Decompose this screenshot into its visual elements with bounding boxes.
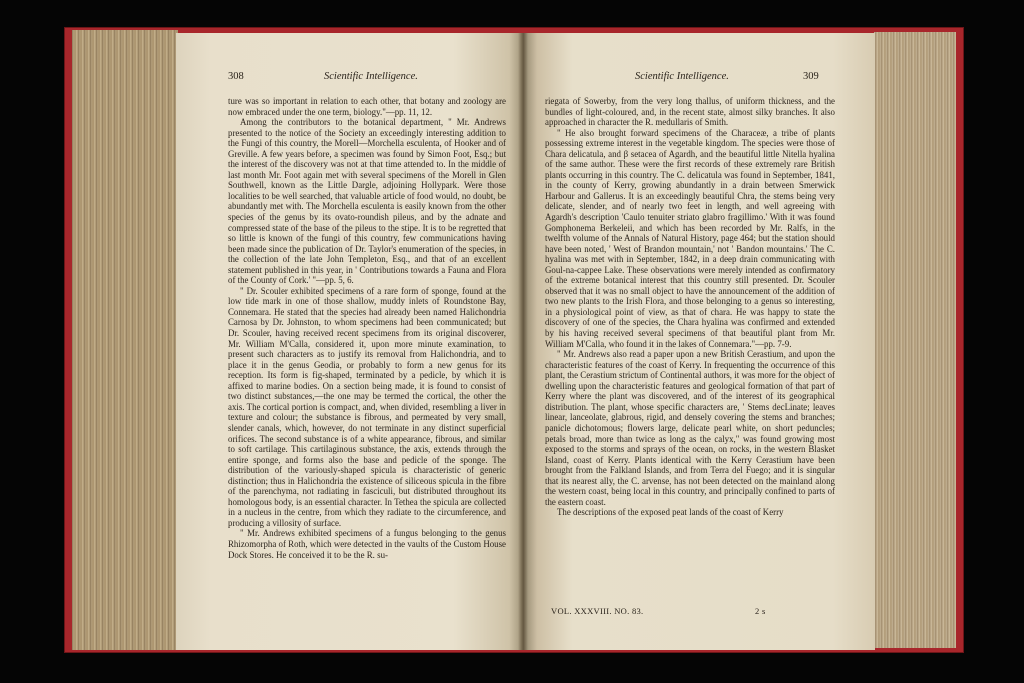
printer-signature: 2 s bbox=[755, 606, 766, 616]
right-paragraph-3: " Mr. Andrews also read a paper upon a new British Cerastium, and upon the characteristic features of the coast of Kerry. In frequenting the occurrence of this plant, the Cerastium strictum of Continental authors, it was more for the object of dwelling upon the characteristic features and geological formation of that part of Kerry where the plant was discovered, and of the interest of its geographical distribution. The plant, whose specific characters are, ' Stems decLinate; leaves linear, lanceolate, glabrous, rigid, and densely covering the stems and branches; panicle dichotomous; flowers large, delicate pearl white, on short peduncles; petals broad, more than twice as long as the calyx," was found growing most exposed to the storms and sprays of the ocean, on rocks, in the western Blasket Island, coast of Kerry. Plants identical with the Kerry Cerastium have been brought from the Falkland Islands, and from Terra del Fuego; and it is singular that its nearest ally, the C. arvense, has not been detected on the mainland along the western coast, being local in this country, and principally confined to parts of the eastern coast. bbox=[545, 349, 835, 507]
right-running-title: Scientific Intelligence. bbox=[635, 71, 729, 82]
left-paragraph-2: Among the contributors to the botanical department, " Mr. Andrews presented to the notice of the Society an exceedingly interesting addition to the Fungi of this country, the Morell—Morchella esculenta, of Hooker and of Greville. A few years before, a specimen was found by Simon Foot, Esq.; but the interest of the discovery was not at that time attended to. In the middle of last month Mr. Foot again met with several specimens of the Morell in Glen Southwell, known as the Little Dargle, adjoining Hollypark. Were those localities to be well searched, that valuable article of food would, no doubt, be abundantly met with. The Morchella esculenta is easily known from the other species of the genus by its ovato-roundish pileus, and by the adnate and compressed state of the base of the pileus to the stipe. It is to be regretted that so little is known of the fungi of this country, few communications having been made since the publication of Dr. Taylor's enumeration of the species, in the collection of the late John Templeton, Esq., and that of an excellent statement published in this year, in ' Contributions towards a Fauna and Flora of the County of Cork.' "—pp. 5, 6. bbox=[228, 117, 506, 286]
left-paragraph-1: ture was so important in relation to each other, that botany and zoology are now embraced under the one term, biology."—pp. 11, 12. bbox=[228, 96, 506, 117]
page-edges-right bbox=[874, 32, 956, 648]
right-page-number: 309 bbox=[803, 71, 819, 82]
right-paragraph-2: " He also brought forward specimens of the Characeæ, a tribe of plants possessing extreme interest in the vegetable kingdom. The species were those of Chara delicatula, and β setacea of Agardh, and the beautiful little Nitella hyalina of the same author. These were the first records of these extremely rare British plants occurring in this country. The C. delicatula was found in September, 1841, in the county of Kerry, growing abundantly in a drain between Smerwick Harbour and Gallerus. It is an exceedingly beautiful Chra, the stems being very delicate, slender, and of nearly two feet in length, and well agreeing with Agardh's description 'Caulo tenuiter striato glabro fragillimo.' With it was found Gomphonema Berkeleii, and which has been recorded by Mr. Ralfs, in the twelfth volume of the Annals of Natural History, page 464; but the station should have been noted, ' West of Brandon mountain,' not ' Bandon mountains.' The C. hyalina was met with in September, 1842, in a deep drain communicating with Goul-na-cappee Lake. These observations were merely intended as confirmatory of the extreme botanical interest that this country still presented. Dr. Scouler observed that it was no small object to have the announcement of the addition of two new plants to the Irish Flora, and those belonging to a genus so interesting, in a physiological point of view, as that of chara. He was happy to state the discovery of one of the species, the Chara hyalina was confirmed and extended by his having received several specimens of that beautiful plant from Mr. William M'Calla, who found it in the lakes of Connemara."—pp. 7-9. bbox=[545, 127, 835, 349]
left-paragraph-4: " Mr. Andrews exhibited specimens of a fungus belonging to the genus Rhizomorpha of Roth, which were detected in the vaults of the Custom House Dock Stores. He conceived it to be the R. su- bbox=[228, 528, 506, 560]
right-paragraph-1: riegata of Sowerby, from the very long thallus, of uniform thickness, and the bundles of light-coloured, and, in the recent state, almost silky branches. It also approached in character the R. medullaris of Smith. bbox=[545, 96, 835, 128]
page-edges-left bbox=[72, 30, 178, 650]
book-gutter bbox=[518, 33, 528, 650]
volume-line: VOL. XXXVIII. NO. 83. bbox=[551, 606, 644, 616]
left-page-number: 308 bbox=[228, 71, 244, 82]
left-paragraph-3: " Dr. Scouler exhibited specimens of a rare form of sponge, found at the low tide mark in one of those shallow, muddy inlets of Roundstone Bay, Connemara. He stated that the species had already been named Halichondria Carnosa by Dr. Johnston, to whom specimens had been communicated; but Dr. Scouler, having received recent specimens from its original discoverer, Mr. William M'Calla, considered it, upon more minute examination, to present such characters as to justify its removal from Halichondria, and to place it in the genus Geodia, or probably to form a new genus for its reception. Its form is fig-shaped, terminated by a pedicle, by which it is affixed to marine bodies. On a section being made, it is found to consist of two distinct substances,—the one may be termed the cortical, the other the axis. The cortical portion is compact, and, when divided, resembling a liver in texture and colour; the substance is fibrous, and permeated by very small, slender canals, which, however, do not terminate in any distinct superficial orifices. The second substance is of a white appearance, fibrous, and similar to soft cartilage. This cartilaginous substance, the axis, extends through the entire sponge, and forms also the base and pedicle of the sponge. The distribution of the variously-shaped spicula is characteristic of generic distinction; thus in Halichondria the existence of siliceous spicula in the fibre of the parenchyma, not radiating in fasciculi, but distributed throughout its homologous body, is an essential character. In Tethea the spicula are collected in a nucleus in the centre, from which they radiate to the circumference, and producing a villosity of surface. bbox=[228, 285, 506, 528]
left-page bbox=[176, 33, 523, 650]
right-paragraph-4: The descriptions of the exposed peat lands of the coast of Kerry bbox=[557, 507, 784, 518]
right-body-text bbox=[545, 96, 835, 518]
right-page bbox=[523, 33, 875, 650]
left-body-text bbox=[228, 96, 506, 560]
left-running-title: Scientific Intelligence. bbox=[324, 71, 418, 82]
